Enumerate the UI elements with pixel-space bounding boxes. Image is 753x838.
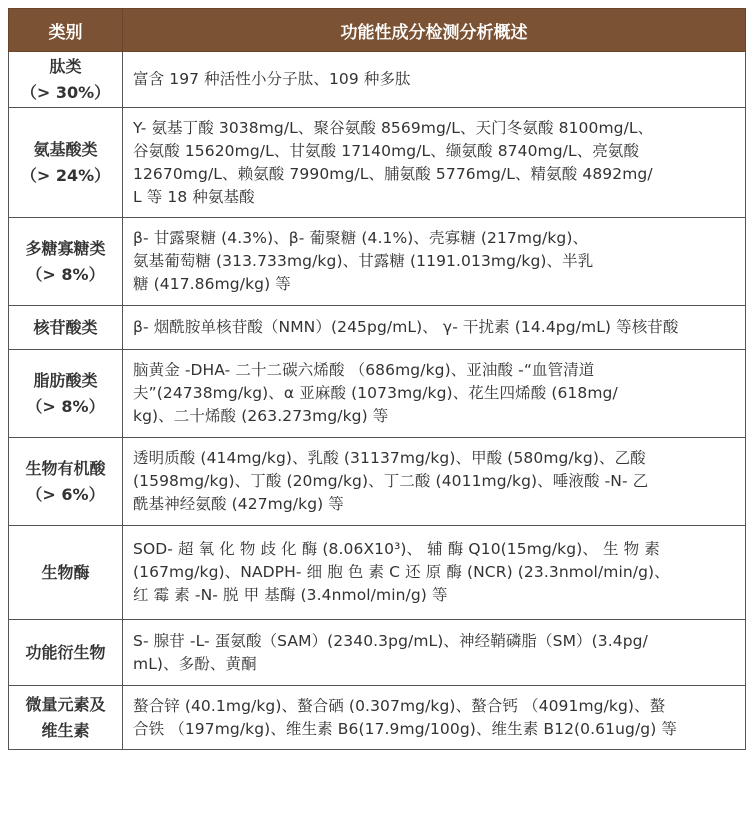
- description-line: 螯合锌 (40.1mg/kg)、螯合硒 (0.307mg/kg)、螯合钙 （4091mg/kg)、螯: [133, 696, 666, 715]
- category-share: （> 24%）: [20, 165, 111, 185]
- category-share: （> 8%）: [26, 264, 105, 284]
- description-line: Y- 氨基丁酸 3038mg/L、聚谷氨酸 8569mg/L、天门冬氨酸 8100mg/L、: [133, 118, 654, 137]
- description-line: 糖 (417.86mg/kg) 等: [133, 275, 291, 293]
- description-cell: [123, 108, 746, 218]
- table-header-row: [9, 9, 746, 52]
- table-row: [9, 438, 746, 526]
- description-line: 合铁 （197mg/kg)、维生素 B6(17.9mg/100g)、维生素 B12(0.61ug/g) 等: [133, 719, 677, 738]
- description-line: L 等 18 种氨基酸: [133, 187, 255, 206]
- description-line: kg)、二十烯酸 (263.273mg/kg) 等: [133, 407, 389, 425]
- category-cell: [9, 52, 123, 108]
- description-cell: [123, 350, 746, 438]
- description-line: β- 烟酰胺单核苷酸（NMN）(245pg/mL)、 γ- 干扰素 (14.4pg/mL) 等核苷酸: [133, 318, 679, 336]
- category-name: 生物酶: [41, 562, 90, 582]
- category-name: 微量元素及: [25, 694, 106, 714]
- table-row: [9, 686, 746, 750]
- category-name: 脂肪酸类: [33, 370, 98, 390]
- category-name: 多糖寡糖类: [25, 238, 106, 258]
- description-line: mL)、多酚、黄酮: [133, 654, 257, 673]
- category-cell: [9, 218, 123, 306]
- category-name: 核苷酸类: [33, 317, 98, 337]
- description-cell: [123, 52, 746, 108]
- category-share: 维生素: [41, 720, 90, 740]
- description-cell: [123, 686, 746, 750]
- table-row: [9, 620, 746, 686]
- category-cell: [9, 526, 123, 620]
- category-name: 功能衍生物: [25, 642, 106, 662]
- description-line: 酰基神经氨酸 (427mg/kg) 等: [133, 495, 344, 513]
- description-line: (1598mg/kg)、丁酸 (20mg/kg)、丁二酸 (4011mg/kg)、唾液酸 -N- 乙: [133, 472, 649, 490]
- header-description: 功能性成分检测分析概述: [123, 9, 746, 52]
- description-line: (167mg/kg)、NADPH- 细 胞 色 素 C 还 原 酶 (NCR) (23.3nmol/min/g)、: [133, 563, 670, 581]
- category-share: （> 6%）: [26, 484, 105, 504]
- description-line: 透明质酸 (414mg/kg)、乳酸 (31137mg/kg)、甲酸 (580mg/kg)、乙酸: [133, 449, 646, 467]
- category-share: （> 8%）: [26, 396, 105, 416]
- description-line: 红 霉 素 -N- 脱 甲 基酶 (3.4nmol/min/g) 等: [133, 586, 448, 604]
- category-cell: [9, 438, 123, 526]
- description-line: S- 腺苷 -L- 蛋氨酸（SAM）(2340.3pg/mL)、神经鞘磷脂（SM）(3.4pg/: [133, 631, 648, 650]
- category-cell: [9, 306, 123, 350]
- description-line: 夫”(24738mg/kg)、α 亚麻酸 (1073mg/kg)、花生四烯酸 (618mg/: [133, 384, 618, 402]
- table-row: [9, 218, 746, 306]
- table-row: [9, 306, 746, 350]
- category-name: 生物有机酸: [25, 458, 106, 478]
- description-cell: [123, 620, 746, 686]
- description-cell: [123, 218, 746, 306]
- description-cell: [123, 306, 746, 350]
- category-cell: [9, 620, 123, 686]
- category-name: 氨基酸类: [33, 139, 98, 159]
- table-row: [9, 52, 746, 108]
- analysis-table: [8, 8, 746, 750]
- table-row: [9, 108, 746, 218]
- header-category: 类别: [9, 9, 123, 52]
- category-cell: [9, 108, 123, 218]
- table-row: [9, 350, 746, 438]
- category-share: （> 30%）: [20, 82, 111, 102]
- description-line: 谷氨酸 15620mg/L、甘氨酸 17140mg/L、缬氨酸 8740mg/L、亮氨酸: [133, 141, 640, 160]
- analysis-table-wrapper: [8, 8, 745, 750]
- table-row: [9, 526, 746, 620]
- description-line: 脑黄金 -DHA- 二十二碳六烯酸 （686mg/kg)、亚油酸 -“血管清道: [133, 361, 595, 379]
- category-name: 肽类: [49, 56, 82, 76]
- table-body: [9, 52, 746, 750]
- description-line: 氨基葡萄糖 (313.733mg/kg)、甘露糖 (1191.013mg/kg)、半乳: [133, 252, 594, 270]
- description-line: β- 甘露聚糖 (4.3%)、β- 葡聚糖 (4.1%)、壳寡糖 (217mg/kg)、: [133, 229, 589, 247]
- description-cell: [123, 526, 746, 620]
- category-cell: [9, 350, 123, 438]
- description-line: 12670mg/L、赖氨酸 7990mg/L、脯氨酸 5776mg/L、精氨酸 4892mg/: [133, 164, 653, 183]
- description-line: SOD- 超 氧 化 物 歧 化 酶 (8.06X10³)、 辅 酶 Q10(15mg/kg)、 生 物 素: [133, 540, 660, 558]
- category-cell: [9, 686, 123, 750]
- description-line: 富含 197 种活性小分子肽、109 种多肽: [133, 70, 411, 88]
- description-cell: [123, 438, 746, 526]
